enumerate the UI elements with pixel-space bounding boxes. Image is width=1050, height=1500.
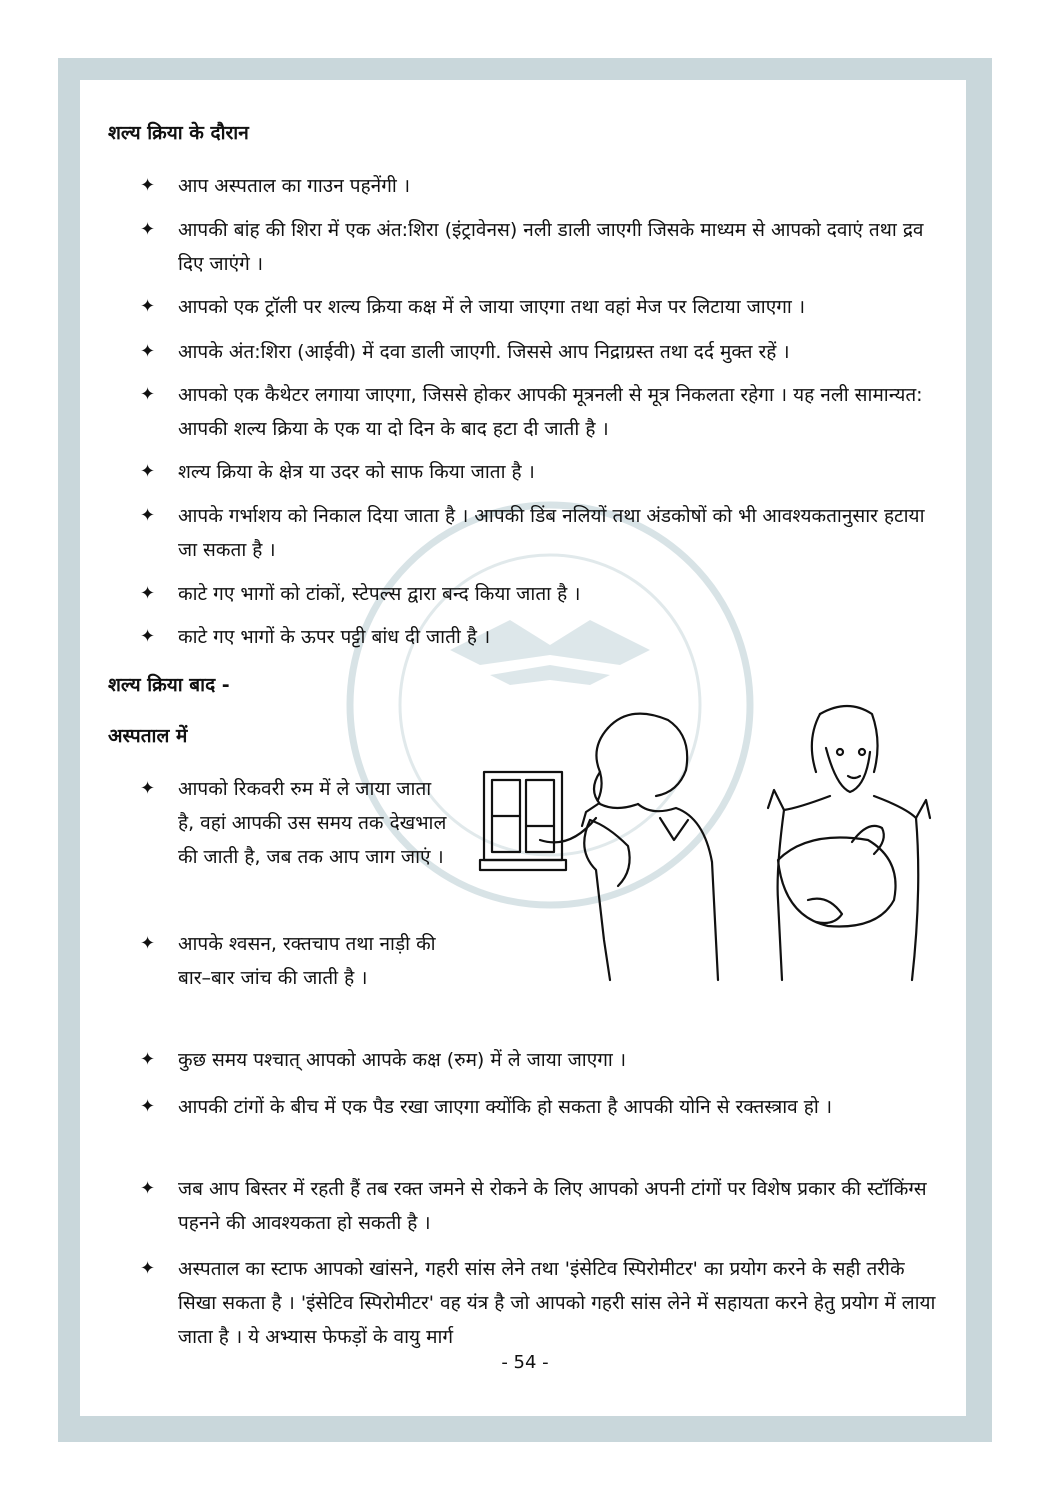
list-item-text: आपके अंत:शिरा (आईवी) में दवा डाली जाएगी. जिससे आप निद्राग्रस्त तथा दर्द मुक्त रहें । bbox=[178, 341, 790, 363]
bullet-star-icon: ✦ bbox=[140, 1049, 156, 1070]
list-item bbox=[140, 213, 942, 281]
list-item bbox=[140, 499, 942, 567]
list-item bbox=[140, 169, 942, 203]
list-item bbox=[140, 290, 942, 324]
list-item-text: आप अस्पताल का गाउन पहनेंगी । bbox=[178, 175, 411, 197]
list-item bbox=[140, 335, 942, 369]
bullet-star-icon: ✦ bbox=[140, 175, 156, 196]
bullet-star-icon: ✦ bbox=[140, 778, 156, 799]
list-item-text: आपको रिकवरी रुम में ले जाया जाता है, वहां आपकी उस समय तक देखभाल की जाती है, जब तक आप जाग जाएं । bbox=[178, 778, 447, 868]
list-item-text: अस्पताल का स्टाफ आपको खांसने, गहरी सांस लेने तथा 'इंसेटिव स्पिरोमीटर' का प्रयोग करने के सही तरीके सिखा सकता है । 'इंसेटिव स्पिरोमीटर' वह यंत्र है जो आपको गहरी सांस लेने में सहायता करने हेतु प्रयोग में लाया जाता है । ये अभ्यास फेफड़ों के वायु मार्ग bbox=[178, 1258, 936, 1348]
bullet-star-icon: ✦ bbox=[140, 219, 156, 240]
list-item-text: काटे गए भागों को टांकों, स्टेपल्स द्वारा बन्द किया जाता है । bbox=[178, 583, 581, 605]
list-item bbox=[140, 455, 942, 489]
bullet-star-icon: ✦ bbox=[140, 461, 156, 482]
list-item bbox=[140, 577, 942, 611]
list-item bbox=[140, 1043, 942, 1077]
list-item-text: आपको एक ट्रॉली पर शल्य क्रिया कक्ष में ले जाया जाएगा तथा वहां मेज पर लिटाया जाएगा । bbox=[178, 296, 806, 318]
section-heading-during: शल्य क्रिया के दौरान bbox=[108, 122, 249, 144]
list-item-text: काटे गए भागों के ऊपर पट्टी बांध दी जाती है । bbox=[178, 626, 491, 648]
list-item-text: आपकी बांह की शिरा में एक अंत:शिरा (इंट्रावेनस) नली डाली जाएगी जिसके माध्यम से आपको दवाएं तथा द्रव दिए जाएंगे । bbox=[178, 219, 924, 275]
list-item bbox=[140, 1090, 942, 1124]
bullet-star-icon: ✦ bbox=[140, 296, 156, 317]
bullet-star-icon: ✦ bbox=[140, 933, 156, 954]
bullet-star-icon: ✦ bbox=[140, 505, 156, 526]
bullet-star-icon: ✦ bbox=[140, 1258, 156, 1279]
bullet-star-icon: ✦ bbox=[140, 341, 156, 362]
spirometer-illustration bbox=[478, 700, 942, 1000]
list-item-text: आपकी टांगों के बीच में एक पैड रखा जाएगा क्योंकि हो सकता है आपकी योनि से रक्तस्त्राव हो । bbox=[178, 1096, 833, 1118]
section-heading-after: शल्य क्रिया बाद - bbox=[108, 674, 230, 696]
bullet-star-icon: ✦ bbox=[140, 1096, 156, 1117]
bullet-star-icon: ✦ bbox=[140, 1178, 156, 1199]
list-item-text: शल्य क्रिया के क्षेत्र या उदर को साफ किया जाता है । bbox=[178, 461, 535, 483]
list-item-text: जब आप बिस्तर में रहती हैं तब रक्त जमने से रोकने के लिए आपको अपनी टांगों पर विशेष प्रकार की स्टॉकिंग्स पहनने की आवश्यकता हो सकती है । bbox=[178, 1178, 927, 1234]
list-item-text: कुछ समय पश्चात् आपको आपके कक्ष (रुम) में ले जाया जाएगा । bbox=[178, 1049, 627, 1071]
list-item bbox=[140, 378, 942, 446]
list-item-text: आपके श्वसन, रक्तचाप तथा नाड़ी की बार–बार जांच की जाती है । bbox=[178, 933, 436, 989]
page-number: - 54 - bbox=[501, 1352, 549, 1373]
bullet-star-icon: ✦ bbox=[140, 384, 156, 405]
list-item bbox=[140, 927, 452, 995]
list-item bbox=[140, 772, 452, 874]
list-item bbox=[140, 1252, 942, 1354]
bullet-star-icon: ✦ bbox=[140, 626, 156, 647]
list-item-text: आपको एक कैथेटर लगाया जाएगा, जिससे होकर आपकी मूत्रनली से मूत्र निकलता रहेगा । यह नली सामान्यत: आपकी शल्य क्रिया के एक या दो दिन के बाद हटा दी जाती है । bbox=[178, 384, 923, 440]
bullet-star-icon: ✦ bbox=[140, 583, 156, 604]
subheading-in-hospital: अस्पताल में bbox=[108, 725, 188, 747]
list-item bbox=[140, 620, 942, 654]
list-item bbox=[140, 1172, 942, 1240]
list-item-text: आपके गर्भाशय को निकाल दिया जाता है । आपकी डिंब नलियों तथा अंडकोषों को भी आवश्यकतानुसार हटाया जा सकता है । bbox=[178, 505, 925, 561]
